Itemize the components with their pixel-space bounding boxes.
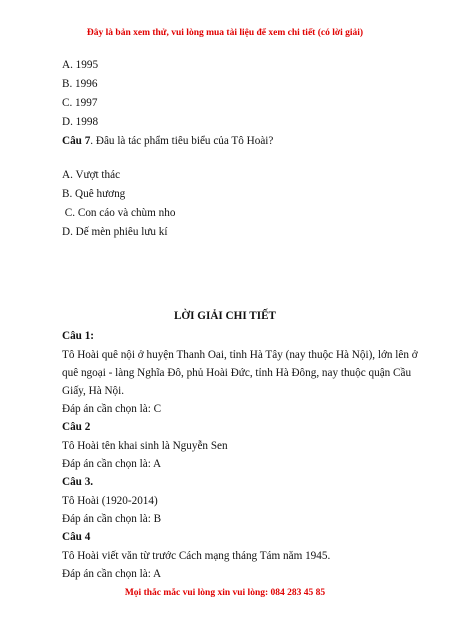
preview-notice-banner: Đây là bản xem thử, vui lòng mua tài liệu để xem chi tiết (có lời giải) (86, 28, 364, 38)
answer-1-line: quê ngoại - làng Nghĩa Đô, phủ Hoài Đức, tỉnh Hà Đông, nay thuộc quận Cầu (62, 367, 412, 379)
q6-option-d: D. 1998 (62, 116, 99, 128)
answer-4-line: Tô Hoài viết văn từ trước Cách mạng tháng Tám năm 1945. (62, 550, 331, 562)
answer-4-choice: Đáp án cần chọn là: A (62, 568, 162, 580)
q7-question (62, 134, 273, 148)
q6-option-a: A. 1995 (62, 59, 99, 71)
solution-heading: LỜI GIẢI CHI TIẾT (173, 310, 277, 322)
answer-1-choice: Đáp án cần chọn là: C (62, 403, 162, 415)
q7-option-b: B. Quê hương (62, 188, 126, 200)
answer-2-choice: Đáp án cần chọn là: A (62, 458, 162, 470)
answer-2-label: Câu 2 (62, 421, 91, 433)
q7-option-c: C. Con cáo và chùm nho (62, 207, 176, 219)
answer-3-line: Tô Hoài (1920-2014) (62, 495, 158, 507)
q7-text: . Đâu là tác phẩm tiêu biểu của Tô Hoài? (90, 135, 274, 147)
answer-1-label: Câu 1: (62, 330, 95, 342)
answer-3-label: Câu 3. (62, 476, 94, 488)
q7-option-a: A. Vượt thác (62, 169, 121, 181)
answer-3-choice: Đáp án cần chọn là: B (62, 513, 162, 525)
contact-banner: Mọi thắc mắc vui lòng xin vui lòng: 084 283 45 85 (124, 588, 326, 598)
q7-label: Câu 7 (62, 135, 91, 147)
q6-option-b: B. 1996 (62, 78, 98, 90)
q7-option-d: D. Dế mèn phiêu lưu kí (62, 226, 168, 238)
answer-4-label: Câu 4 (62, 531, 91, 543)
answer-1-line: Tô Hoài quê nội ở huyện Thanh Oai, tỉnh Hà Tây (nay thuộc Hà Nội), lớn lên ở (62, 349, 418, 361)
q6-option-c: C. 1997 (62, 97, 98, 109)
answer-2-line: Tô Hoài tên khai sinh là Nguyễn Sen (62, 440, 228, 452)
answer-1-line: Giấy, Hà Nội. (62, 385, 125, 397)
